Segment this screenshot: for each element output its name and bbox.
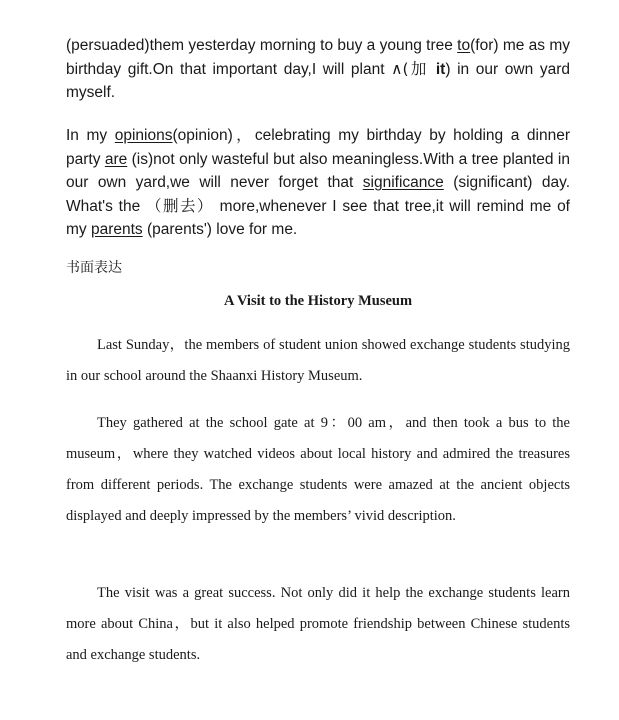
text-segment: (for) me as my birthday gift.On that important day,I will plant [66,37,571,78]
text-segment: (persuaded)them yesterday morning to buy a young tree [66,37,458,54]
text-segment: (加 [402,59,436,78]
underlined-error: to [457,37,471,54]
text-segment: (significant) day. What's the [66,174,570,215]
essay-paragraph-1: Last Sunday，the members of student union showed exchange students studying in our school around the Shaanxi History Museum. [66,337,570,384]
text-segment: more,whenever I see that tree,it will remind me of my [66,197,570,238]
text-segment: (is)not only wasteful but also meaningless.With a tree planted in our own yard,we will never forget that [66,150,570,191]
essay-title: A Visit to the History Museum [223,293,413,309]
underlined-error: opinions [114,127,173,144]
text-segment: ) in our own yard myself. [66,60,570,101]
insertion-caret: ∧ [391,60,403,78]
essay-paragraph-2: They gathered at the school gate at 9：00 am，and then took a bus to the museum，where they watched videos about local history and admired the treasures from different periods. The exchange students were amazed at the ancient objects displayed and deeply impressed by the members’ vivid description. [66,415,570,524]
deletion-mark: （删去） [146,196,214,215]
inserted-word: it [435,60,446,78]
correction-paragraph-2 [66,124,570,242]
section-label: 书面表达 [66,260,122,276]
underlined-error: parents [90,221,143,238]
text-segment: (opinion)，celebrating my birthday by holding a dinner party [66,127,570,168]
underlined-error: are [104,150,128,168]
essay-paragraph-3: The visit was a great success. Not only did it help the exchange students learn more about China，but it also helped promote friendship between Chinese students and exchange students. [66,585,570,663]
underlined-error: significance [362,174,444,191]
correction-paragraph-1 [66,34,570,105]
text-segment: In my [66,127,115,144]
text-segment: (parents') love for me. [142,221,298,238]
